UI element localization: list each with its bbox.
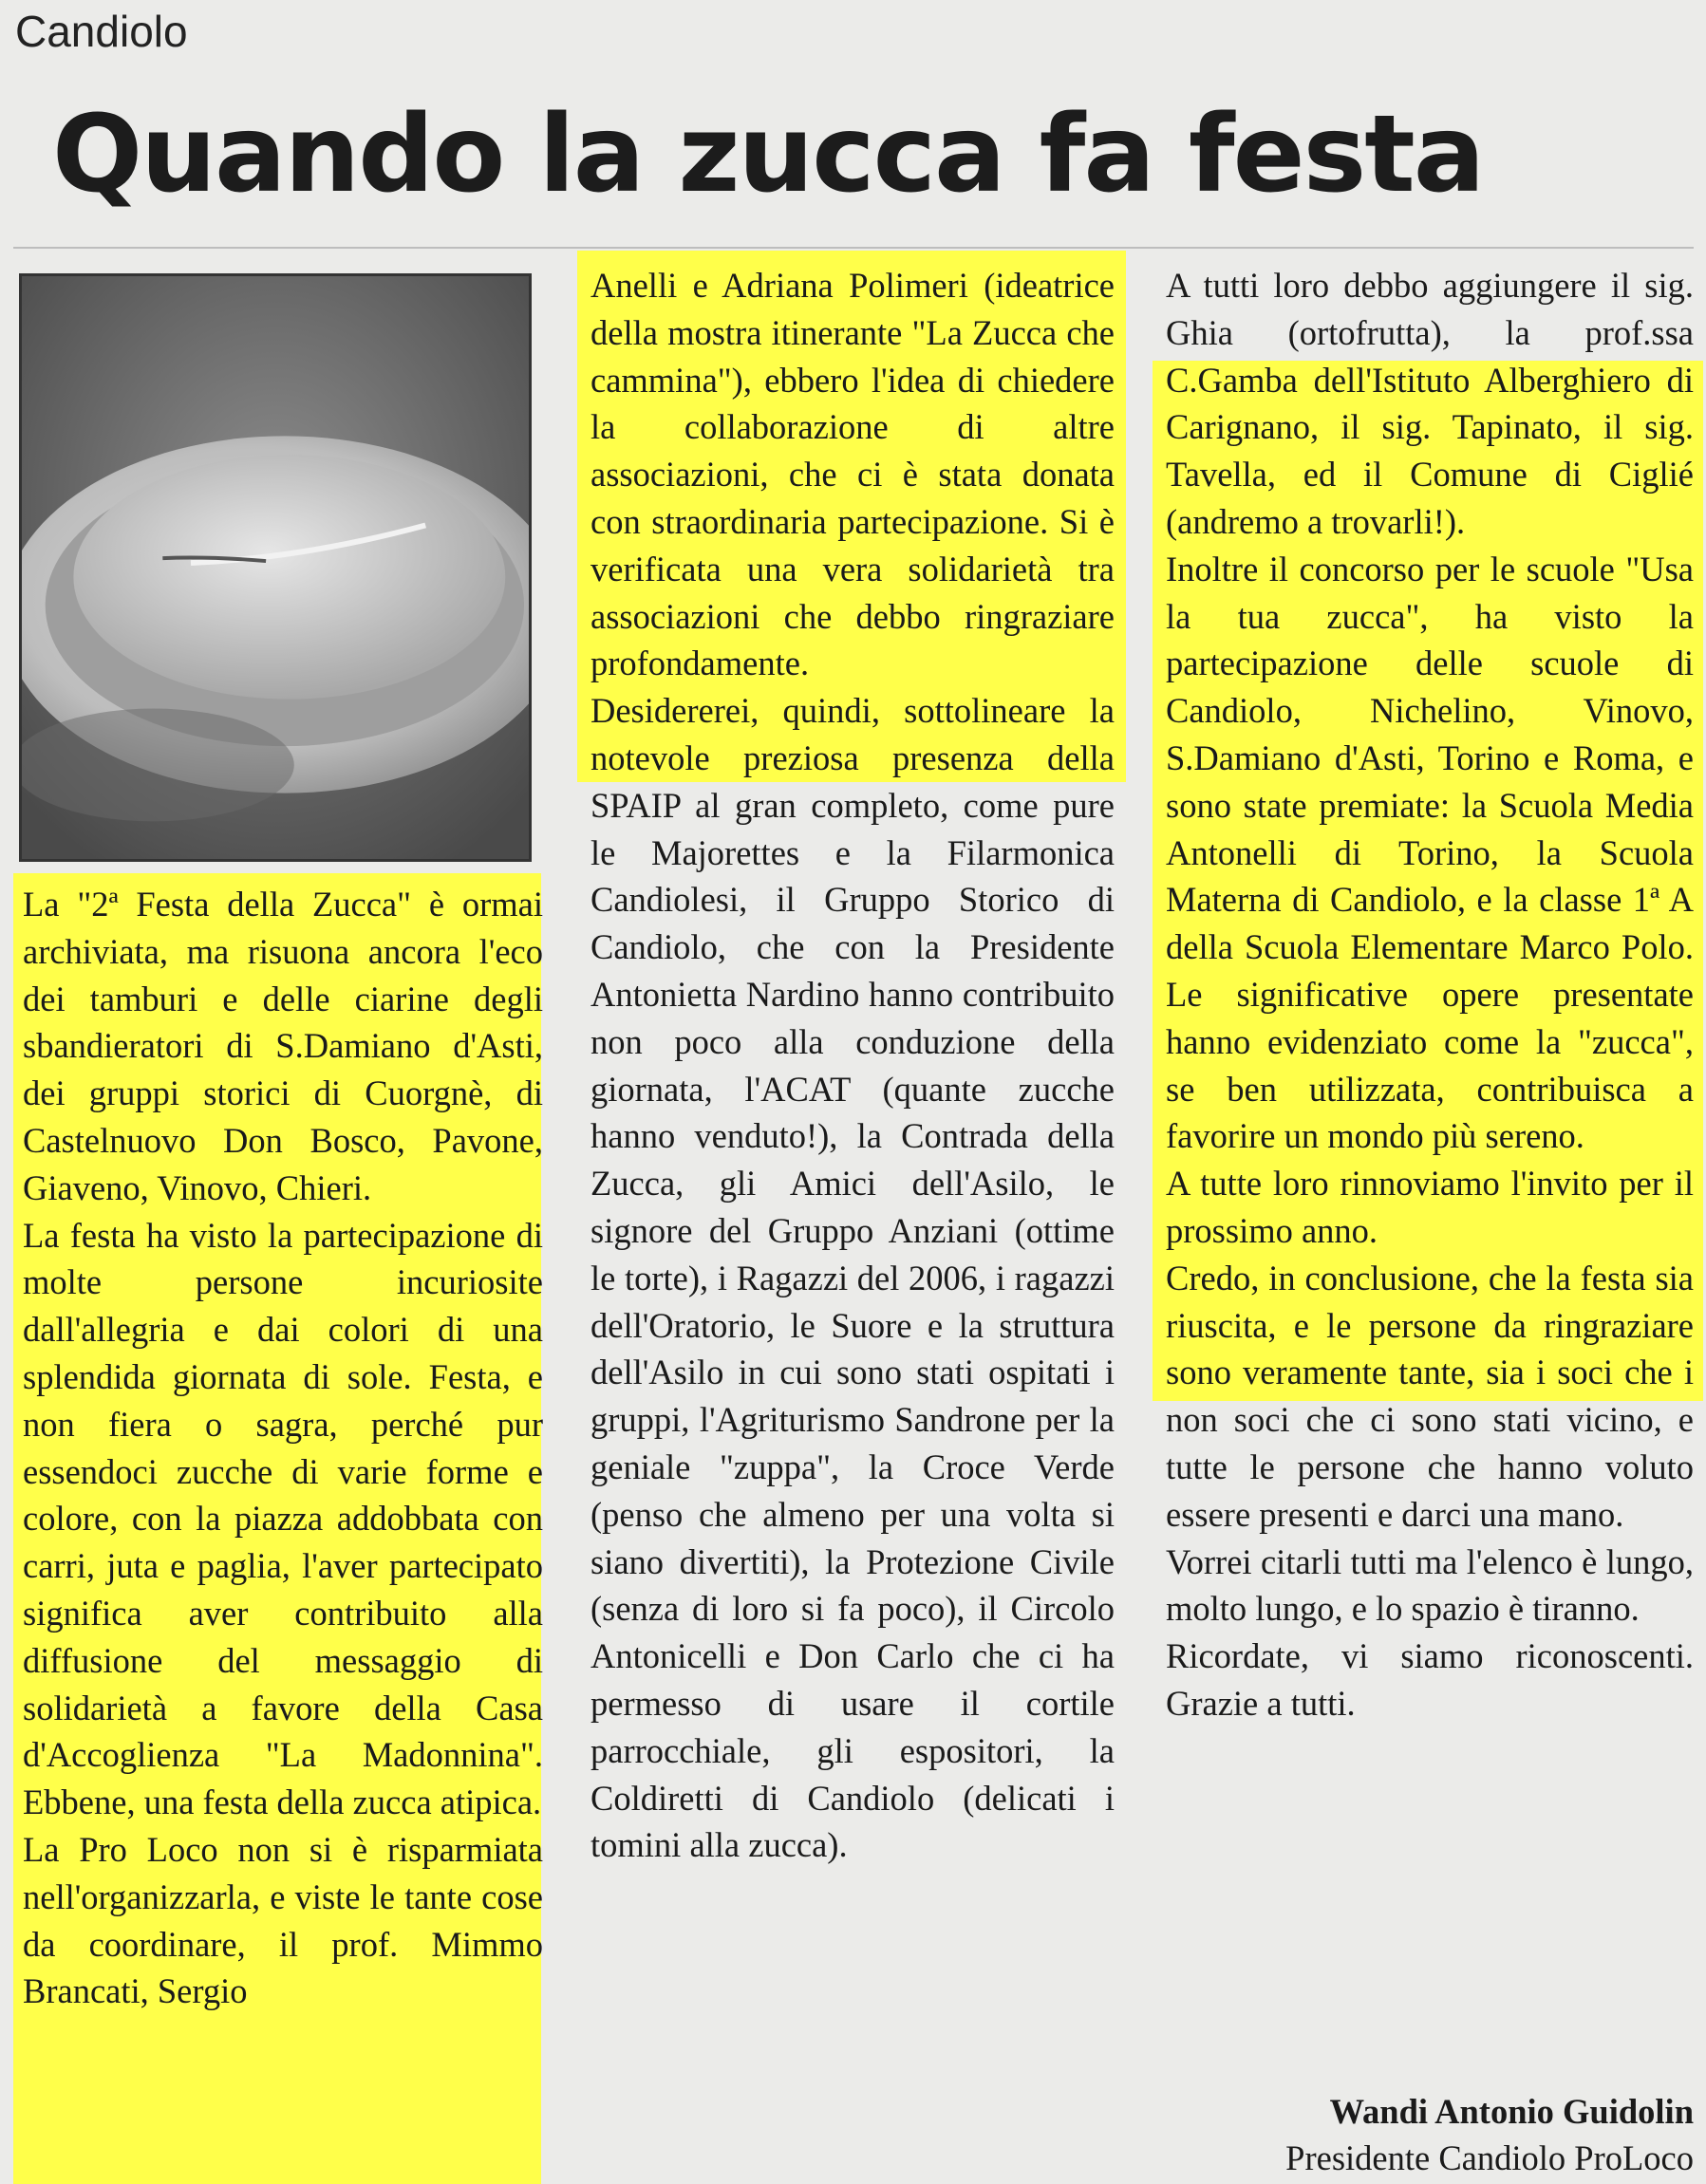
article-column-3 [1166, 262, 1694, 1727]
paragraph: Anelli e Adriana Polimeri (ideatrice della mostra itinerante "La Zucca che cammina"), ebbero l'idea di chiedere la collaborazione di altre associazioni, che ci è stata donata con straordinaria partecipazione. Si è verificata una vera solidarietà tra associazioni che debbo ringraziare profondamente. [591, 266, 1115, 683]
paragraph: La Pro Loco non si è risparmiata nell'organizzarla, e viste le tante cose da coordinare, il prof. Mimmo Brancati, Sergio [23, 1829, 543, 2011]
paragraph: La "2ª Festa della Zucca" è ormai archiviata, ma risuona ancora l'eco dei tamburi e delle ciarine degli sbandieratori di S.Damiano d'Asti, dei gruppi storici di Cuorgnè, di Castelnuovo Don Bosco, Pavone, Giaveno, Vinovo, Chieri. [23, 885, 543, 1207]
author-name: Wandi Antonio Guidolin [1329, 2092, 1694, 2131]
article-column-1 [23, 881, 543, 2015]
paragraph: Vorrei citarli tutti ma l'elenco è lungo, molto lungo, e lo spazio è tiranno. [1166, 1541, 1694, 1629]
paragraph: Desidererei, quindi, sottolineare la notevole preziosa presenza della SPAIP al gran completo, come pure le Majorettes e la Filarmonica Candiolesi, il Gruppo Storico di Candiolo, che con la Presidente Antonietta Nardino hanno contribuito non poco alla conduzione della giornata, l'ACAT (quante zucche hanno venduto!), la Contrada della Zucca, gli Amici dell'Asilo, le signore del Gruppo Anziani (ottime le torte), i Ragazzi del 2006, i ragazzi dell'Oratorio, le Suore e la struttura dell'Asilo in cui sono stati ospitati i gruppi, l'Agriturismo Sandrone per la geniale "zuppa", la Croce Verde (penso che almeno per una volta si siano divertiti), la Protezione Civile (senza di loro si fa poco), il Circolo Antonicelli e Don Carlo che ci ha permesso di usare il cortile parrocchiale, gli espositori, la Coldiretti di Candiolo (delicati i tomini alla zucca). [591, 691, 1115, 1865]
paragraph: Inoltre il concorso per le scuole "Usa la tua zucca", ha visto la partecipazione delle scuole di Candiolo, Nichelino, Vinovo, S.Damiano d'Asti, Torino e Roma, e sono state premiate: la Scuola Media Antonelli di Torino, la Scuola Materna di Candiolo, e la classe 1ª A della Scuola Elementare Marco Polo. Le significative opere presentate hanno evidenziato come la "zucca", se ben utilizzata, contribuisca a favorire un mondo più sereno. [1166, 549, 1694, 1156]
article-column-2 [591, 262, 1115, 1869]
plate-icon [22, 276, 529, 859]
signature [1166, 2088, 1694, 2181]
paragraph: A tutte loro rinnoviamo l'invito per il prossimo anno. [1166, 1164, 1694, 1250]
header-rule [13, 247, 1694, 249]
paragraph: La festa ha visto la partecipazione di molte persone incuriosite dall'allegria e dai colori di una splendida giornata di sole. Festa, e non fiera o sagra, perché pur essendoci zucche di varie forme e colore, con la piazza addobbata con carri, juta e paglia, l'aver partecipato significa aver contribuito alla diffusione del messaggio di solidarietà a favore della Casa d'Accoglienza "La Madonnina". Ebbene, una festa della zucca atipica. [23, 1215, 543, 1822]
article-photo [19, 273, 532, 862]
headline: Quando la zucca fa festa [52, 93, 1484, 216]
section-label: Candiolo [15, 7, 188, 56]
paragraph: A tutti loro debbo aggiungere il sig. Ghia (ortofrutta), la prof.ssa C.Gamba dell'Istituto Alberghiero di Carignano, il sig. Tapinato, il sig. Tavella, ed il Comune di Ciglié (andremo a trovarli!). [1166, 266, 1694, 541]
paragraph: Credo, in conclusione, che la festa sia riuscita, e le persone da ringraziare sono veramente tante, sia i soci che i non soci che ci sono stati vicino, e tutte le persone che hanno voluto essere presenti e darci una mano. [1166, 1258, 1694, 1534]
paragraph: Ricordate, vi siamo riconoscenti. Grazie a tutti. [1166, 1636, 1694, 1723]
author-role: Presidente Candiolo ProLoco [1285, 2138, 1694, 2177]
